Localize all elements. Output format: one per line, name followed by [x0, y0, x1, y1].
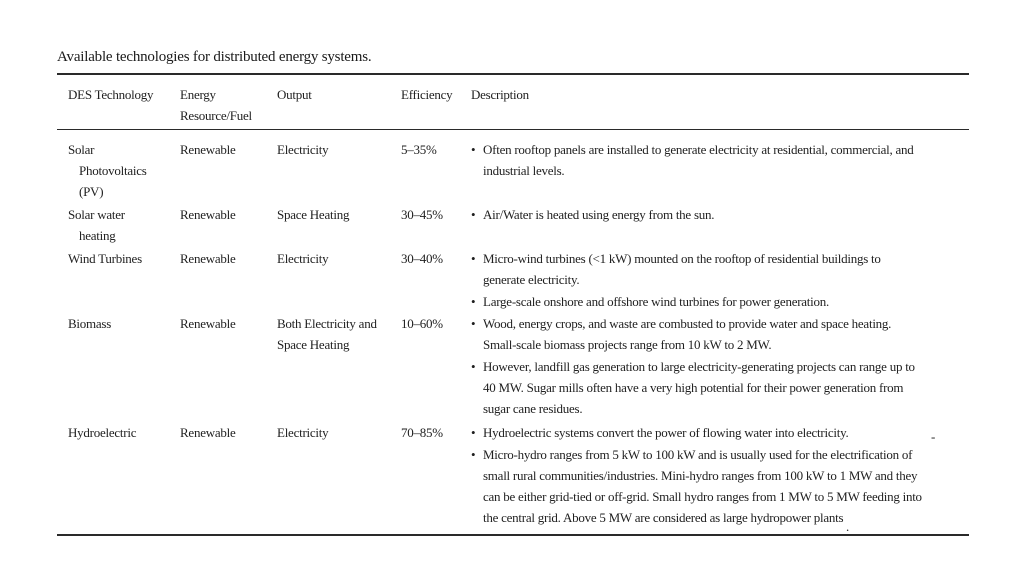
bullet-glyph: •: [471, 142, 476, 157]
bullet-glyph: •: [471, 316, 476, 331]
row-hydro-efficiency: 70–85%: [401, 425, 443, 440]
bullet-glyph: •: [471, 294, 476, 309]
header-description: Description: [471, 87, 529, 102]
stray-mark-dash: -: [931, 429, 936, 444]
bullet-text: Air/Water is heated using energy from the sun.: [483, 207, 715, 222]
header-des-technology: DES Technology: [68, 87, 154, 102]
table-caption: Available technologies for distributed energy systems.: [57, 49, 372, 65]
header-output: Output: [277, 87, 312, 102]
row-solar-water-efficiency: 30–45%: [401, 207, 443, 222]
bullet-glyph: •: [471, 359, 476, 374]
tech-line: Solar: [68, 142, 95, 157]
bullet-text: Micro-wind turbines (<1 kW) mounted on the rooftop of residential buildings to generate electricity.: [483, 251, 881, 287]
row-wind-efficiency: 30–40%: [401, 251, 443, 266]
bullet-text: Wood, energy crops, and waste are combusted to provide water and space heating. Small-scale biomass projects range from 10 kW to 2 MW.: [483, 316, 892, 352]
header-energy-resource-line1: Energy: [180, 87, 216, 102]
bullet-glyph: •: [471, 207, 476, 222]
row-biomass-technology: Biomass: [68, 316, 112, 331]
row-biomass-resource: Renewable: [180, 316, 236, 331]
row-solar-pv-efficiency: 5–35%: [401, 142, 437, 157]
row-solar-pv-resource: Renewable: [180, 142, 236, 157]
row-solar-water-output: Space Heating: [277, 207, 350, 222]
table-top-rule: [57, 73, 969, 75]
header-energy-resource: [180, 84, 252, 126]
bullet-text: Micro-hydro ranges from 5 kW to 100 kW and is usually used for the electrification of small rural communities/industries. Mini-hydro ranges from 100 kW to 1 MW and they can be either grid-tied or off-grid. Small hydro ranges from 1 MW to 5 MW feeding into the central grid. Above 5 MW are considered as large hydropower plants: [483, 447, 922, 525]
table-bottom-rule: [57, 534, 969, 536]
row-biomass-efficiency: 10–60%: [401, 316, 443, 331]
row-solar-pv-output: Electricity: [277, 142, 329, 157]
row-hydro-output: Electricity: [277, 425, 329, 440]
row-wind-resource: Renewable: [180, 251, 236, 266]
header-efficiency: Efficiency: [401, 87, 453, 102]
tech-line: (PV): [79, 184, 104, 199]
bullet-text: However, landfill gas generation to large electricity-generating projects can range up to 40 MW. Sugar mills often have a very high potential for their power generation from sugar cane residues.: [483, 359, 915, 416]
bullet-glyph: •: [471, 251, 476, 266]
tech-line: Photovoltaics: [79, 163, 147, 178]
bullet-text: Large-scale onshore and offshore wind turbines for power generation.: [483, 294, 830, 309]
output-line: Space Heating: [277, 337, 350, 352]
tech-line: heating: [79, 228, 116, 243]
output-line: Both Electricity and: [277, 316, 377, 331]
row-wind-output: Electricity: [277, 251, 329, 266]
row-biomass-output: [277, 313, 377, 355]
bullet-glyph: •: [471, 447, 476, 462]
bullet-glyph: •: [471, 425, 476, 440]
header-energy-resource-line2: Resource/Fuel: [180, 108, 252, 123]
bullet-text: Hydroelectric systems convert the power of flowing water into electricity.: [483, 425, 849, 440]
stray-mark-dot: .: [846, 519, 850, 534]
tech-line: Solar water: [68, 207, 125, 222]
row-hydro-resource: Renewable: [180, 425, 236, 440]
row-solar-pv-technology: [68, 139, 147, 202]
table-header-rule: [57, 129, 969, 130]
row-hydro-technology: Hydroelectric: [68, 425, 137, 440]
row-wind-technology: Wind Turbines: [68, 251, 142, 266]
row-solar-water-resource: Renewable: [180, 207, 236, 222]
bullet-text: Often rooftop panels are installed to generate electricity at residential, commercial, and industrial levels.: [483, 142, 914, 178]
row-solar-water-technology: [68, 204, 125, 246]
